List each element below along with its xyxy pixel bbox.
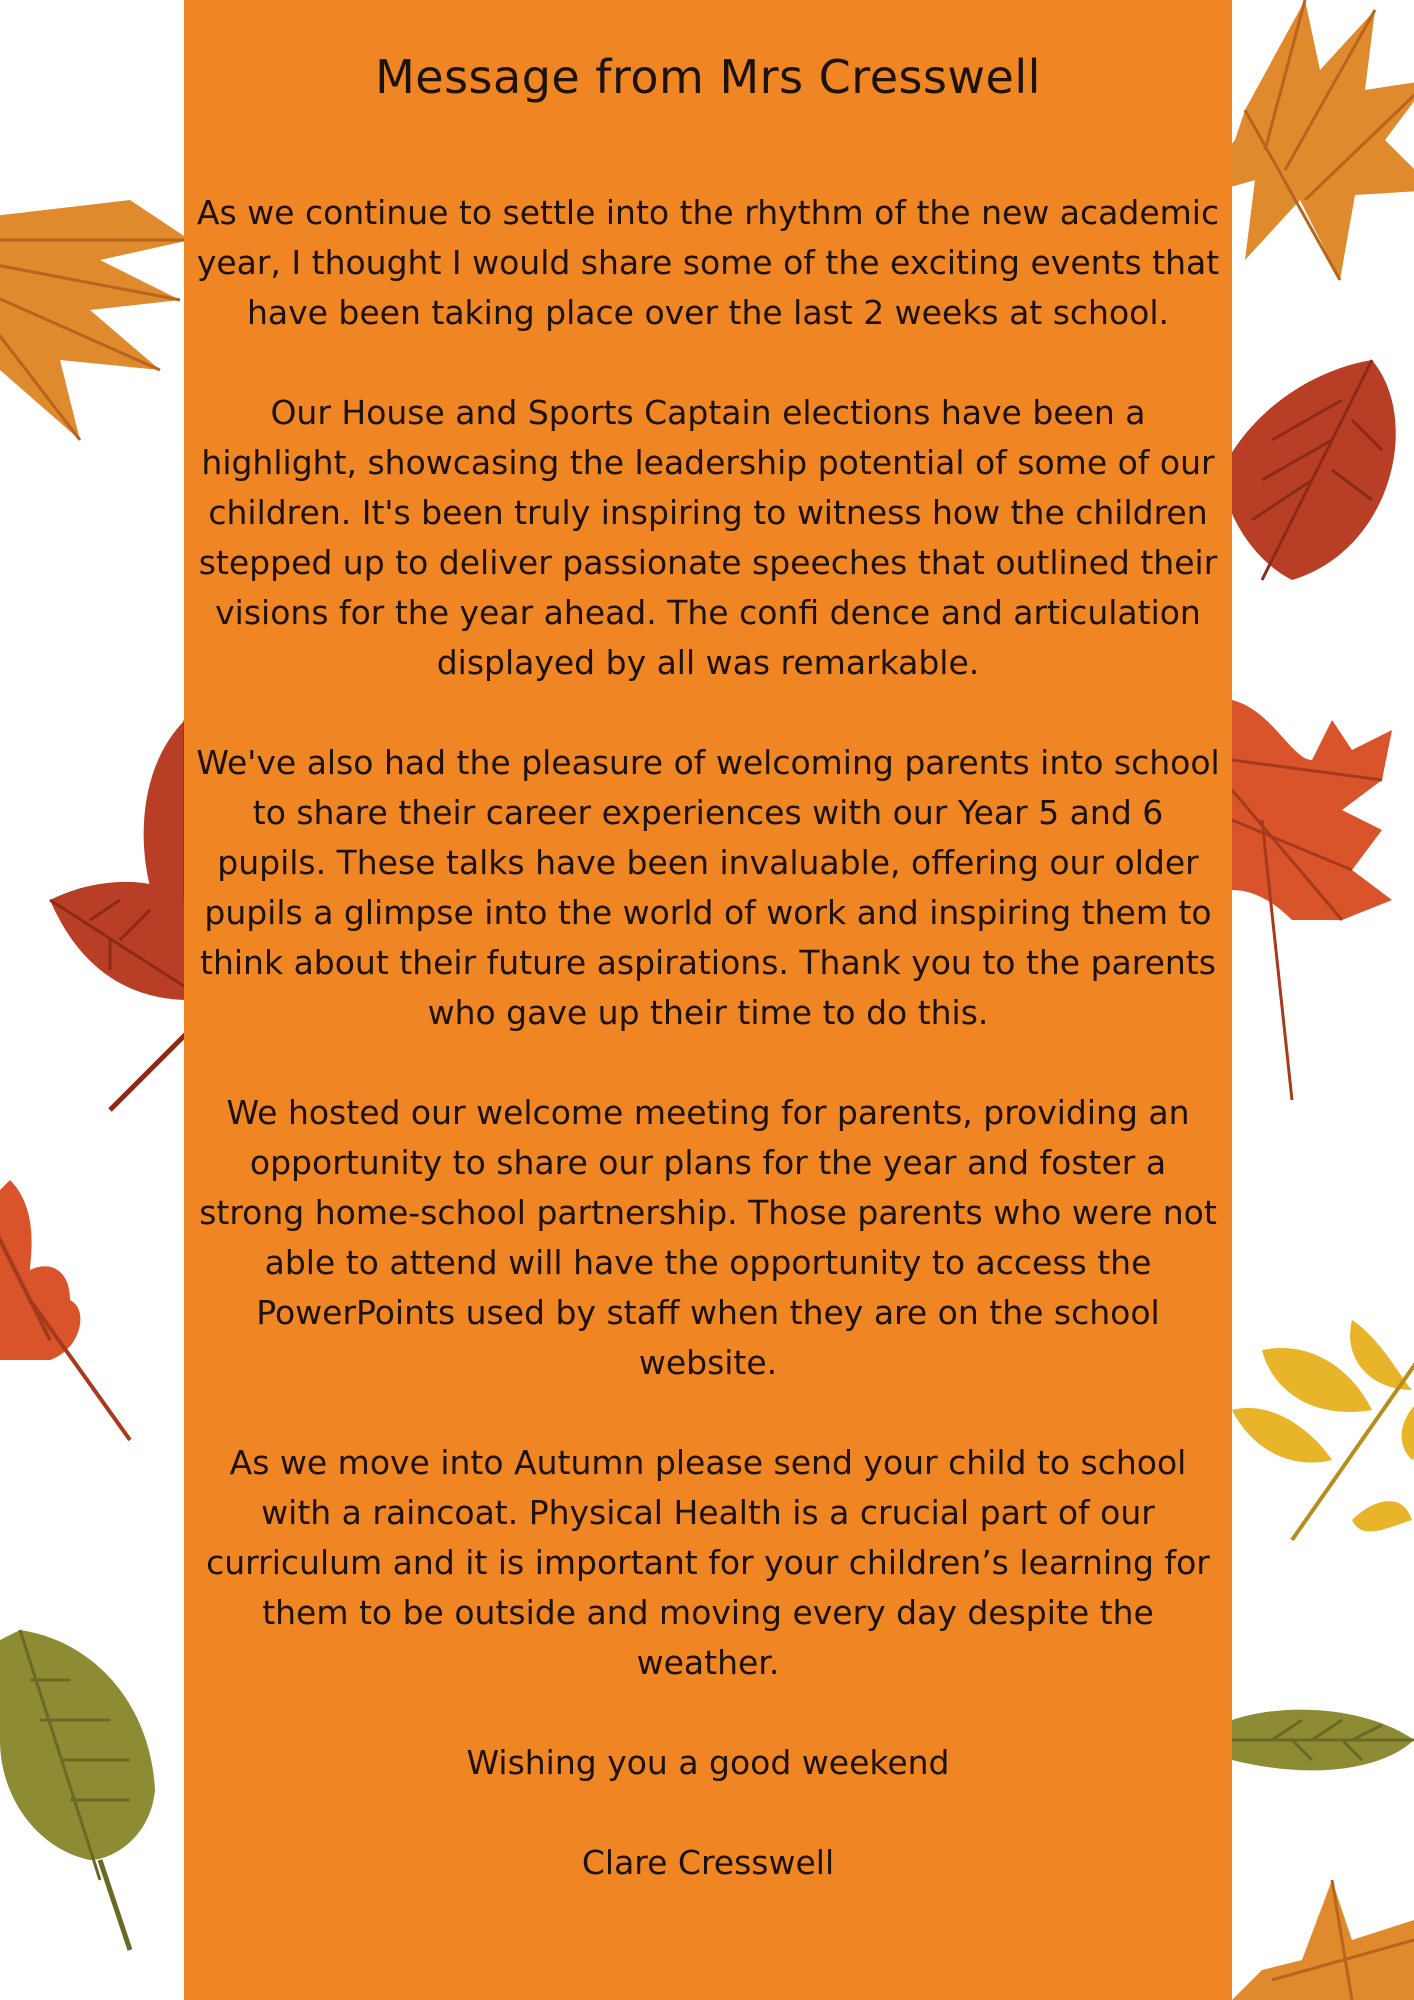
birch-leaf-icon bbox=[1232, 1710, 1414, 1771]
oak-leaf-icon bbox=[50, 882, 190, 1110]
page-title: Message from Mrs Cresswell bbox=[375, 50, 1041, 104]
maple-leaf-icon bbox=[1232, 1880, 1414, 2000]
paragraph: We've also had the pleasure of welcoming parents into school to share their career experiences with our Year 5 and 6 pupils. These talks have been invaluable, offering our older pupils a glimpse into the world of work and inspiring them to think about their future aspirations. Thank you to the parents who gave up their time to do this. bbox=[196, 743, 1220, 1032]
paragraph: As we move into Autumn please send your child to school with a raincoat. Physical Health is a crucial part of our curriculum and it is important for your children’s learning for them to be outside and moving every day despite the weather. bbox=[206, 1443, 1210, 1682]
oak-leaf-icon bbox=[1222, 360, 1396, 580]
message-panel bbox=[184, 0, 1232, 2000]
maple-leaf-icon bbox=[1232, 700, 1392, 1100]
closing-line: Wishing you a good weekend bbox=[466, 1743, 950, 1782]
message-body bbox=[184, 188, 1232, 1888]
birch-leaf-icon bbox=[0, 1630, 155, 1950]
oak-leaf-icon bbox=[0, 1180, 130, 1440]
compound-leaf-icon bbox=[1232, 1240, 1414, 1540]
paragraph: Our House and Sports Captain elections have been a highlight, showcasing the leadership potential of some of our children. It's been truly inspiring to witness how the children stepped up to deliver passionate speeches that outlined their visions for the year ahead. The confi dence and articulation displayed by all was remarkable. bbox=[198, 393, 1218, 682]
maple-leaf-icon bbox=[0, 200, 190, 440]
paragraph: As we continue to settle into the rhythm of the new academic year, I thought I would share some of the exciting events that have been taking place over the last 2 weeks at school. bbox=[196, 193, 1220, 332]
paragraph: We hosted our welcome meeting for parents, providing an opportunity to share our plans for the year and foster a strong home-school partnership. Those parents who were not able to attend will have the opportunity to access the PowerPoints used by staff when they are on the school website. bbox=[199, 1093, 1217, 1382]
signature: Clare Cresswell bbox=[581, 1843, 835, 1882]
